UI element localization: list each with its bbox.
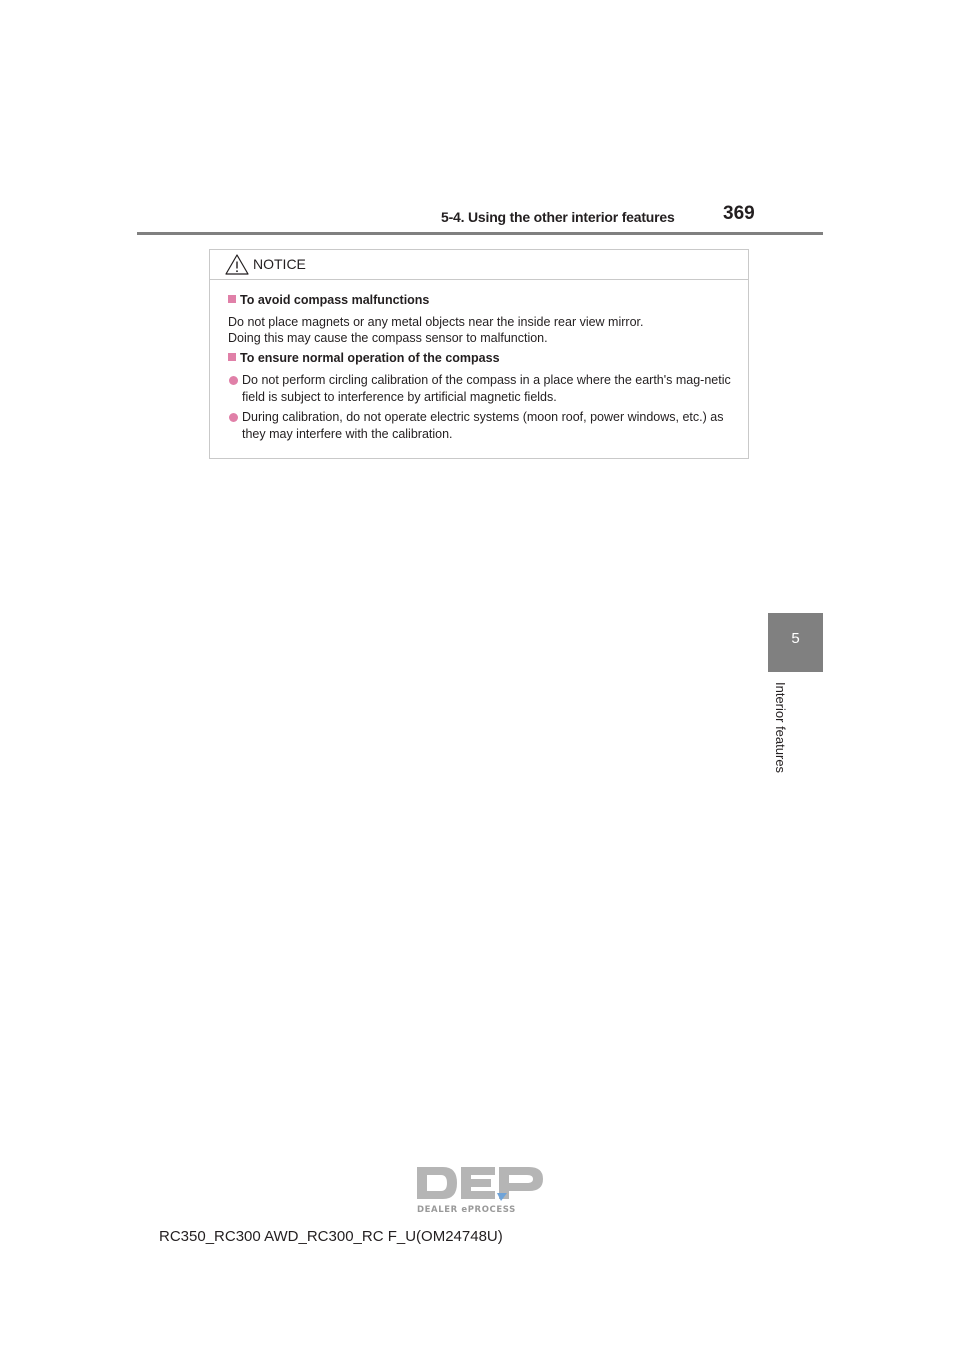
item-text-line: Do not place magnets or any metal objects near the inside rear view mirror. <box>228 315 644 329</box>
circle-bullet-icon <box>229 413 238 422</box>
notice-header <box>210 250 748 280</box>
header-divider <box>137 232 823 235</box>
footer-model-code: RC350_RC300 AWD_RC300_RC F_U(OM24748U) <box>159 1228 503 1245</box>
circle-bullet-icon <box>229 376 238 385</box>
header-section-title: 5-4. Using the other interior features <box>441 209 675 225</box>
chapter-tab <box>768 613 823 672</box>
notice-title: NOTICE <box>253 256 306 272</box>
logo-text: DEALER ePROCESS <box>417 1205 516 1215</box>
square-bullet-icon <box>228 353 236 361</box>
chapter-number: 5 <box>791 630 800 647</box>
item-title-compass-malfunctions: To avoid compass malfunctions <box>228 293 429 307</box>
bullet-electric-systems: During calibration, do not operate electric systems (moon roof, power windows, etc.) as they may interfere with the calibration. <box>228 409 742 442</box>
item-text-line: Doing this may cause the compass sensor to malfunction. <box>228 331 548 345</box>
chapter-label: Interior features <box>773 682 788 774</box>
dep-logo <box>415 1165 545 1215</box>
notice-box <box>209 249 749 459</box>
item-title-compass-operation: To ensure normal operation of the compass <box>228 351 500 365</box>
page-number: 369 <box>723 203 755 224</box>
warning-triangle-icon <box>225 254 249 275</box>
square-bullet-icon <box>228 295 236 303</box>
bullet-circling-calibration: Do not perform circling calibration of the compass in a place where the earth's mag-netic field is subject to interference by artificial magnetic fields. <box>228 372 742 405</box>
